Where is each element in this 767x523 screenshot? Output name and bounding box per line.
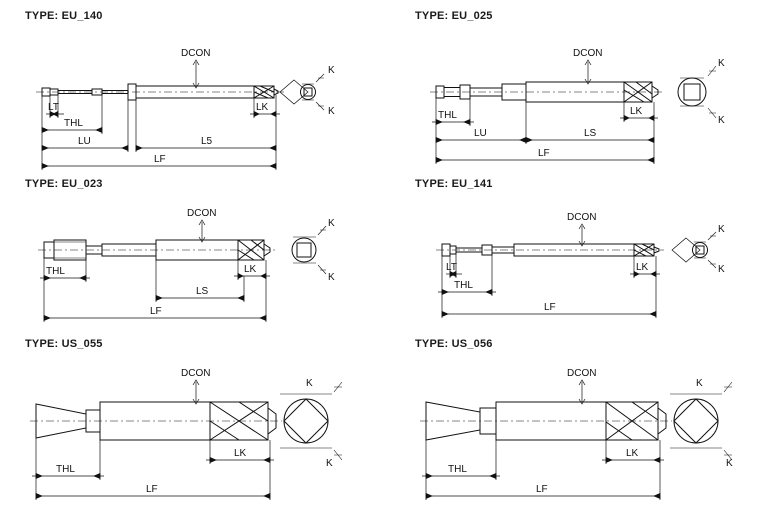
end-view-eu-141 xyxy=(672,232,716,268)
label-dcon: DCON xyxy=(181,48,211,59)
label-k-bottom: K xyxy=(328,106,335,117)
panel-eu-025 xyxy=(396,10,762,178)
label-k-top: K xyxy=(328,65,335,76)
drawing-eu-141 xyxy=(396,186,762,338)
label-dcon: DCON xyxy=(187,208,217,219)
label-thl: THL xyxy=(438,110,457,121)
label-lk: LK xyxy=(244,264,257,275)
end-view-eu-025 xyxy=(678,66,716,118)
panel-eu-140 xyxy=(6,10,376,178)
label-lf: LF xyxy=(154,154,166,165)
panel-title-eu-141: TYPE: EU_141 xyxy=(410,178,498,190)
label-k-bottom: K xyxy=(718,264,725,275)
label-lf: LF xyxy=(536,484,548,495)
drawing-eu-023 xyxy=(6,186,358,338)
end-view-us-056 xyxy=(670,382,732,460)
label-lf: LF xyxy=(150,306,162,317)
label-lt: LT xyxy=(48,102,59,113)
panel-eu-141 xyxy=(396,178,762,338)
label-k-bottom: K xyxy=(328,272,335,283)
drawing-us-056 xyxy=(396,346,762,514)
panel-eu-023 xyxy=(6,178,358,338)
label-ls: LS xyxy=(584,128,597,139)
label-lf: LF xyxy=(146,484,158,495)
label-lu: LU xyxy=(474,128,487,139)
label-ls: LS xyxy=(196,286,209,297)
end-view-us-055 xyxy=(280,382,342,460)
label-lt: LT xyxy=(446,262,457,273)
label-k-top: K xyxy=(328,218,335,229)
label-k-top: K xyxy=(306,378,313,389)
label-dcon: DCON xyxy=(567,368,597,379)
label-thl: THL xyxy=(46,266,65,277)
label-l5: L5 xyxy=(201,136,213,147)
label-dcon: DCON xyxy=(567,212,597,223)
label-lk: LK xyxy=(256,102,269,113)
label-k-bottom: K xyxy=(326,458,333,469)
panel-title-eu-025: TYPE: EU_025 xyxy=(410,10,498,22)
panel-us-055 xyxy=(6,338,358,514)
label-dcon: DCON xyxy=(573,48,603,59)
panel-title-eu-023: TYPE: EU_023 xyxy=(20,178,108,190)
label-k-top: K xyxy=(718,224,725,235)
label-lk: LK xyxy=(636,262,649,273)
label-lk: LK xyxy=(630,106,643,117)
label-thl: THL xyxy=(454,280,473,291)
drawing-eu-025 xyxy=(396,18,762,178)
panel-title-eu-140: TYPE: EU_140 xyxy=(20,10,108,22)
label-k-bottom: K xyxy=(718,115,725,126)
panel-title-us-055: TYPE: US_055 xyxy=(20,338,108,350)
label-thl: THL xyxy=(448,464,467,475)
label-lu: LU xyxy=(78,136,91,147)
panel-us-056 xyxy=(396,338,762,514)
label-lk: LK xyxy=(234,448,247,459)
label-thl: THL xyxy=(64,118,83,129)
drawing-us-055 xyxy=(6,346,358,514)
label-thl: THL xyxy=(56,464,75,475)
drawing-eu-140 xyxy=(6,18,376,178)
label-lf: LF xyxy=(544,302,556,313)
label-lf: LF xyxy=(538,148,550,159)
panel-title-us-056: TYPE: US_056 xyxy=(410,338,498,350)
label-dcon: DCON xyxy=(181,368,211,379)
label-lk: LK xyxy=(626,448,639,459)
label-k-top: K xyxy=(696,378,703,389)
end-view-eu-140 xyxy=(280,74,324,110)
label-k-top: K xyxy=(718,58,725,69)
label-k-bottom: K xyxy=(726,458,733,469)
end-view-eu-023 xyxy=(292,226,326,274)
